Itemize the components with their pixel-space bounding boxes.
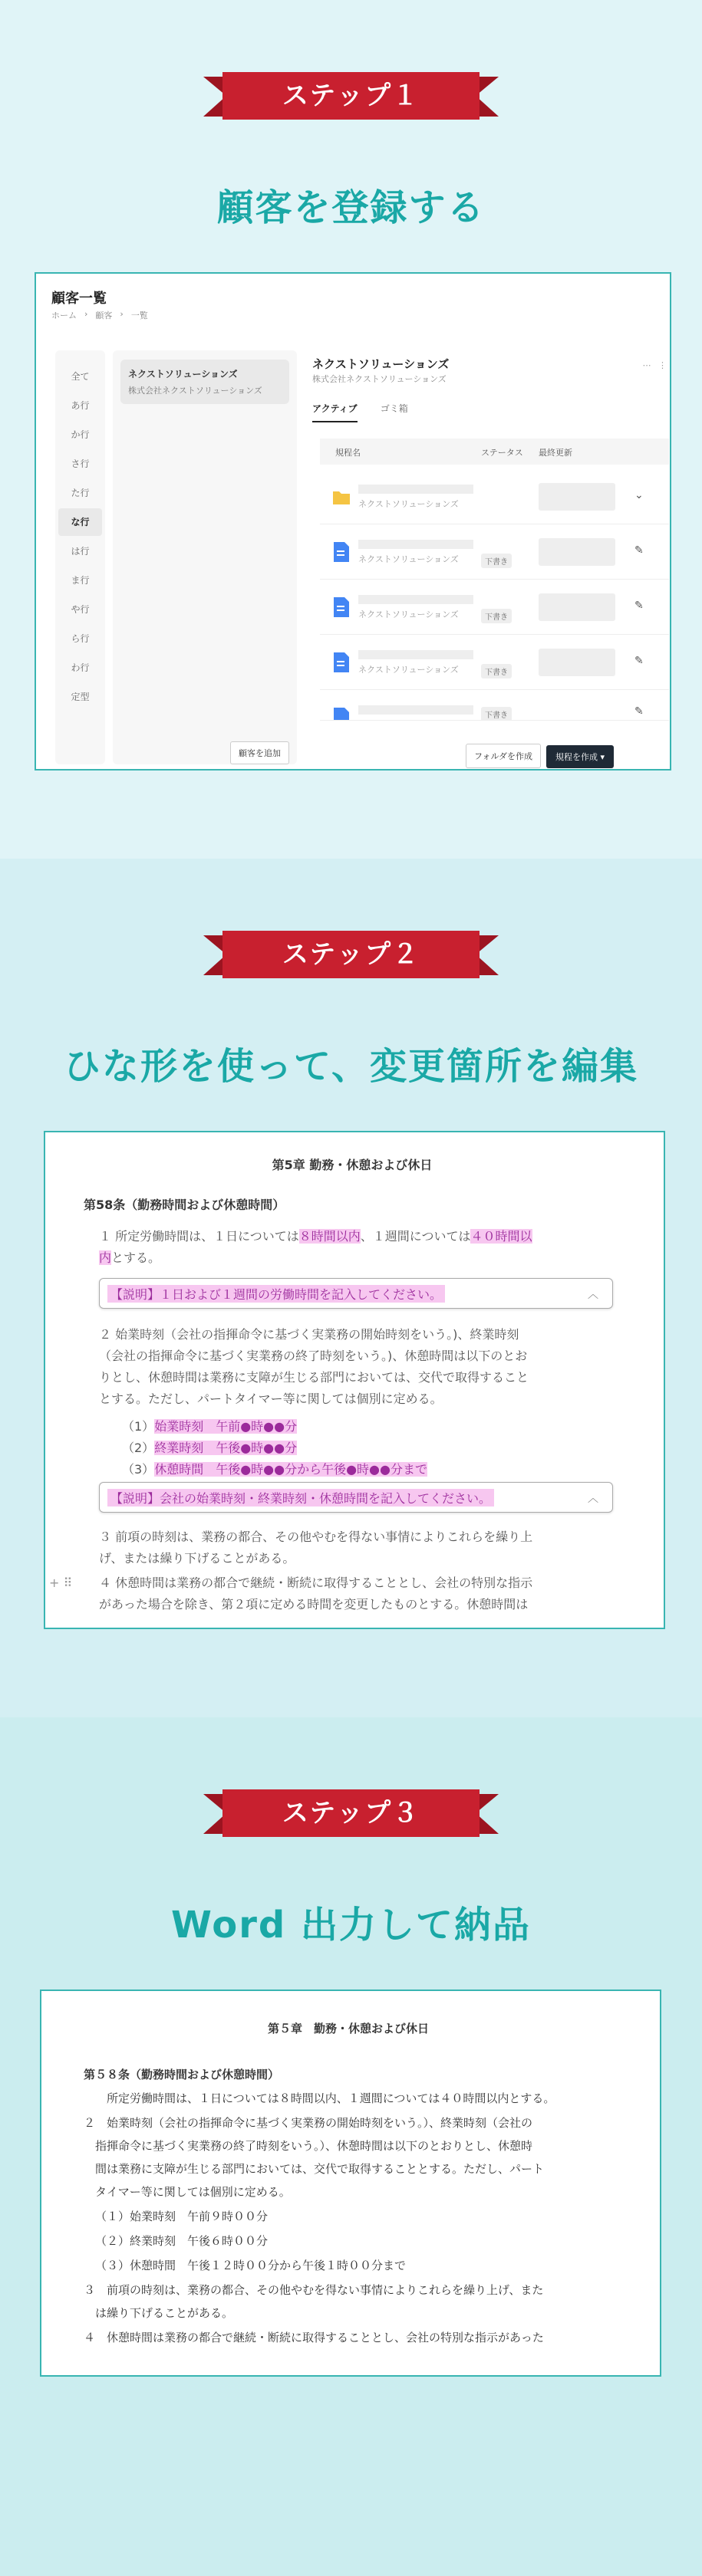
step1-ribbon (203, 69, 499, 123)
customer-list (113, 350, 297, 764)
step1-heading: 顧客を登録する (216, 186, 486, 229)
step3-heading: Word 出力して納品 (171, 1904, 531, 1947)
kana-fixed[interactable]: 定型 (71, 692, 90, 702)
breadcrumb-home[interactable]: ホーム (51, 310, 77, 320)
detail-company: 株式会社ネクストソリューションズ (312, 374, 447, 384)
col-name: 規程名 (335, 448, 361, 458)
step2-ribbon-label: ステップ２ (282, 939, 420, 970)
add-customer-button[interactable]: 顧客を追加 (230, 741, 289, 764)
paragraph-1[interactable]: １ 所定労働時間は、１日については８時間以内、１週間については４０時間以 内とする。 (99, 1229, 532, 1265)
status-badge: 下書き (481, 707, 512, 721)
step2-ribbon (203, 928, 499, 981)
kana-na[interactable]: な行 (58, 508, 102, 536)
chapter-title: 第5章 勤務・休憩および休日 (272, 1158, 433, 1172)
paragraph-4[interactable]: ４ 休憩時間は業務の都合で継続・断続に取得することとし、会社の特別な指示 があった場合を除き、第２項に定める時間を変更したものとする。休憩時間は (99, 1576, 533, 1612)
step2-heading: ひな形を使って、変更箇所を編集 (63, 1045, 639, 1088)
create-rule-button[interactable]: 規程を作成 ▾ (546, 745, 614, 768)
caret-down-icon: ▾ (600, 752, 605, 762)
list-item[interactable]: （3）休憩時間 午後●時●●分から午後●時●●分まで (122, 1462, 427, 1477)
placeholder-highlight[interactable]: 内 (99, 1250, 112, 1265)
col-updated: 最終更新 (539, 448, 572, 458)
breadcrumb: ホーム › 顧客 › 一覧 (51, 309, 148, 320)
kana-ra[interactable]: ら行 (71, 633, 90, 644)
more-icon[interactable]: ⋯ ⋮ (642, 360, 669, 370)
explanation-note[interactable]: 【説明】会社の始業時刻・終業時刻・休憩時間を記入してください。 ︿ (99, 1482, 613, 1513)
table-row[interactable]: ネクストソリューションズ 下書き ✎ (320, 580, 669, 635)
article-title: 第58条（勤務時間および休憩時間） (84, 1198, 285, 1212)
app-screenshot (35, 272, 671, 770)
pencil-icon[interactable]: ✎ (634, 705, 644, 718)
placeholder-highlight[interactable]: ４０時間以 (470, 1229, 532, 1244)
page-title: 顧客一覧 (51, 291, 107, 307)
placeholder-highlight[interactable]: ８時間以内 (298, 1229, 361, 1244)
kana-a[interactable]: あ行 (71, 400, 90, 411)
paragraph-2[interactable]: ２ 始業時刻（会社の指揮命令に基づく実業務の開始時刻をいう。)、終業時刻 （会社の指揮命令に基づく実業務の終了時刻をいう。)、休憩時間は以下のとお りとし、休憩時間は業務に支障が生じる部門においては、交代で取得すること とする。ただし、パートタイマー等に関しては個別に定める。 (99, 1327, 529, 1406)
step1-section (0, 0, 702, 859)
folder-icon (332, 486, 351, 508)
paragraph-3[interactable]: ３ 前項の時刻は、業務の都合、その他やむを得ない事情によりこれらを繰り上 げ、または繰り下げることがある。 (99, 1530, 533, 1566)
chapter-title: 第５章 勤務・休憩および休日 (267, 2022, 429, 2036)
kana-sa[interactable]: さ行 (71, 458, 90, 469)
editor-screenshot (44, 1131, 665, 1629)
status-badge: 下書き (481, 609, 512, 623)
tab-bar (312, 402, 408, 422)
customer-list-item[interactable] (120, 360, 289, 404)
list-item[interactable]: （1）始業時刻 午前●時●●分 (122, 1419, 298, 1434)
step3-ribbon (203, 1786, 499, 1840)
document-icon (332, 541, 351, 563)
chevron-up-icon[interactable]: ︿ (588, 1493, 598, 1505)
table-row[interactable]: ネクストソリューションズ 下書き ✎ (320, 635, 669, 690)
step2-section (0, 859, 702, 1717)
step3-section (0, 1717, 702, 2576)
customer-name: ネクストソリューションズ (128, 369, 238, 380)
breadcrumb-customers[interactable]: 顧客 (95, 310, 113, 320)
detail-name: ネクストソリューションズ (312, 357, 450, 371)
table-header (320, 439, 669, 465)
kana-ma[interactable]: ま行 (71, 575, 90, 586)
chevron-up-icon[interactable]: ︿ (588, 1289, 598, 1301)
table-row[interactable]: ネクストソリューションズ 下書き ✎ (320, 524, 669, 580)
customer-company: 株式会社ネクストソリューションズ (128, 386, 262, 396)
kana-ka[interactable]: か行 (71, 429, 90, 440)
drag-handle-icon[interactable]: + ⠿ (49, 1576, 73, 1590)
time-items (122, 1416, 651, 1480)
explanation-note[interactable]: 【説明】１日および１週間の労働時間を記入してください。 ︿ (99, 1278, 613, 1309)
kana-ha[interactable]: は行 (71, 546, 90, 557)
step1-ribbon-label: ステップ１ (282, 80, 420, 111)
pencil-icon[interactable]: ✎ (634, 600, 644, 612)
col-status: ステータス (481, 448, 523, 458)
kana-wa[interactable]: わ行 (71, 662, 90, 673)
document-icon (332, 652, 351, 673)
kana-filter (55, 350, 105, 764)
table-row[interactable]: ネクストソリューションズ ⌄ (320, 469, 669, 524)
step3-ribbon-label: ステップ３ (282, 1798, 420, 1829)
article-title: 第５８条（勤務時間および休憩時間） (84, 2068, 280, 2082)
chevron-down-icon[interactable]: ⌄ (634, 489, 644, 501)
kana-ya[interactable]: や行 (71, 604, 90, 615)
document-icon (332, 596, 351, 618)
list-item[interactable]: （2）終業時刻 午後●時●●分 (122, 1441, 298, 1455)
tab-trash[interactable]: ゴミ箱 (380, 403, 408, 414)
pencil-icon[interactable]: ✎ (634, 544, 644, 557)
tab-active[interactable]: アクティブ (312, 402, 358, 422)
kana-ta[interactable]: た行 (71, 488, 90, 498)
customer-detail (305, 347, 671, 768)
status-badge: 下書き (481, 554, 512, 568)
pencil-icon[interactable]: ✎ (634, 655, 644, 667)
breadcrumb-list: 一覧 (130, 310, 148, 320)
create-folder-button[interactable]: フォルダを作成 (466, 744, 541, 768)
document-icon (332, 707, 351, 721)
word-document: 第５章 勤務・休憩および休日 第５８条（勤務時間および休憩時間） 所定労働時間は、１日については８時間以内、１週間については４０時間以内とする。 ２ 始業時刻（会社の指揮命令に基づく実業務の開始時刻をいう。）、終業時刻（会社の 指揮命令に基づく実業務の終了時刻をいう。）、休憩時間は以下のとおりとし、休憩時 間は業務に支障が生じる部門においては、交代で取得することとする。ただし、パート タイマー等に関しては個別に定める。 （１）始業時刻 午前９時００分 （２）終業時刻 午後６時００分 （３）休憩時間 午後１２時００分から午後１時００分まで ３ 前項の時刻は、業務の都合、その他やむを得ない事情によりこれらを繰り上げ、また は繰り下げることがある。 ４ 休憩時間は業務の都合で継続・断続に取得することとし、会社の特別な指示があった (40, 1990, 661, 2377)
kana-all[interactable]: 全て (71, 371, 90, 382)
status-badge: 下書き (481, 664, 512, 678)
table-row[interactable] (320, 690, 669, 721)
